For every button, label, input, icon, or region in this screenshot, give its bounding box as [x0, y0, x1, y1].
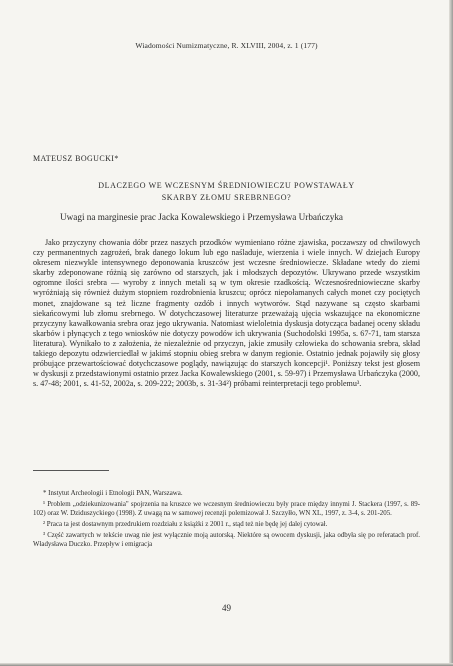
- footnote-divider: [33, 470, 109, 471]
- footnotes: [33, 489, 420, 552]
- running-head: Wiadomości Numizmatyczne, R. XLVIII, 2004, z. 1 (177): [135, 41, 318, 50]
- footnote-2: ² Praca ta jest dostawnym przedrukiem rozdziału z książki z 2001 r., stąd też nie będę jej dalej cytował.: [43, 521, 328, 529]
- article-subtitle: Uwagi na marginesie prac Jacka Kowalewskiego i Przemysława Urbańczyka: [60, 212, 344, 222]
- page-edge-shadow: [449, 0, 453, 666]
- footnote-1: ¹ Problem „odziekunizowania" spojrzenia na kruszce we wczesnym średniowieczu były prace między innymi J. Stackera (1997, s. 89-102) oraz W. Dziduszyckiego (1998). Z uwagą na w samowej recenzji polemizował J. Szczyłło, WN XL, 1997, z. 3-4, s. 201-205.: [33, 501, 420, 518]
- footnote-affiliation: * Instytut Archeologii i Etnologii PAN, Warszawa.: [43, 490, 183, 497]
- body-paragraph: Jako przyczyny chowania dóbr przez naszych przodków wymieniano różne zjawiska, poczawszy od chwilowych czy permanentnych zagrożeń, brak danego lokum lub ego naśladuje, wierzenia i wiele innych. W dziejach Europy okresem niezwykle intensywnego deponowania kruszców jest wczesne średniowiecze. Składane wtedy do ziemi skarby zdeponowane różnią się zarówno od starszych, jak i młodszych depozytów. Ukrywano przede wszystkim ogromne ilości srebra — wyroby z innych metali są w tym okresie rzadkością. Wczesnośredniowieczne skarby wyróżniają się również dużym stopniem rozdrobnienia kruszcu; oprócz niepołamanych całych monet czy pociętych monet, znajdowane są też liczne fragmenty ozdób i innych wytworów. Stąd nazywane są często skarbami siekańcowymi lub złomu srebrnego. W dotychczasowej literaturze przeważają ujęcia wskazujące na ekonomiczne przyczyny kawałkowania srebra oraz jego ukrywania. Natomiast wieloletnia dyskusja dotycząca badanej oceny składu skarbów i płynących z tego wniosków nie dotyczy powodów ich ukrywania (Suchodolski 1995a, s. 67-71, tam starsza literatura). Wynikało to z założenia, że niezależnie od przyczyn, jakie zmusiły człowieka do schowania srebra, skład takiego depozytu odzwierciedlał w jakimś stopniu obieg srebra w danym regionie. Ostatnio jednak pojawiły się głosy próbujące przewartościować dotychczasowe poglądy, nawiązując do starszych koncepcji¹. Poniższy tekst jest głosem w dyskusji z przedstawionymi ostatnio przez Jacka Kowalewskiego (2001, s. 59-97) i Przemysława Urbańczyka (2000, s. 47-48; 2001, s. 41-52, 2002a, s. 209-222; 2003b, s. 31-34²) próbami reinterpretacji tego problemu³.: [33, 238, 420, 389]
- author-name: MATEUSZ BOGUCKI*: [33, 154, 119, 163]
- page-number: 49: [222, 603, 231, 613]
- title-line-1: DLACZEGO WE WCZESNYM ŚREDNIOWIECZU POWSTAWAŁY: [98, 181, 355, 190]
- title-line-2: SKARBY ZŁOMU SREBRNEGO?: [161, 193, 292, 202]
- article-title: [60, 180, 393, 204]
- footnote-3: ³ Część zawartych w tekście uwag nie jest wyłącznie moją autorską. Niektóre są owocem dyskusji, jaka odbyła się po referatach prof. Władysława Duczko. Przepływ i emigracja: [33, 532, 420, 549]
